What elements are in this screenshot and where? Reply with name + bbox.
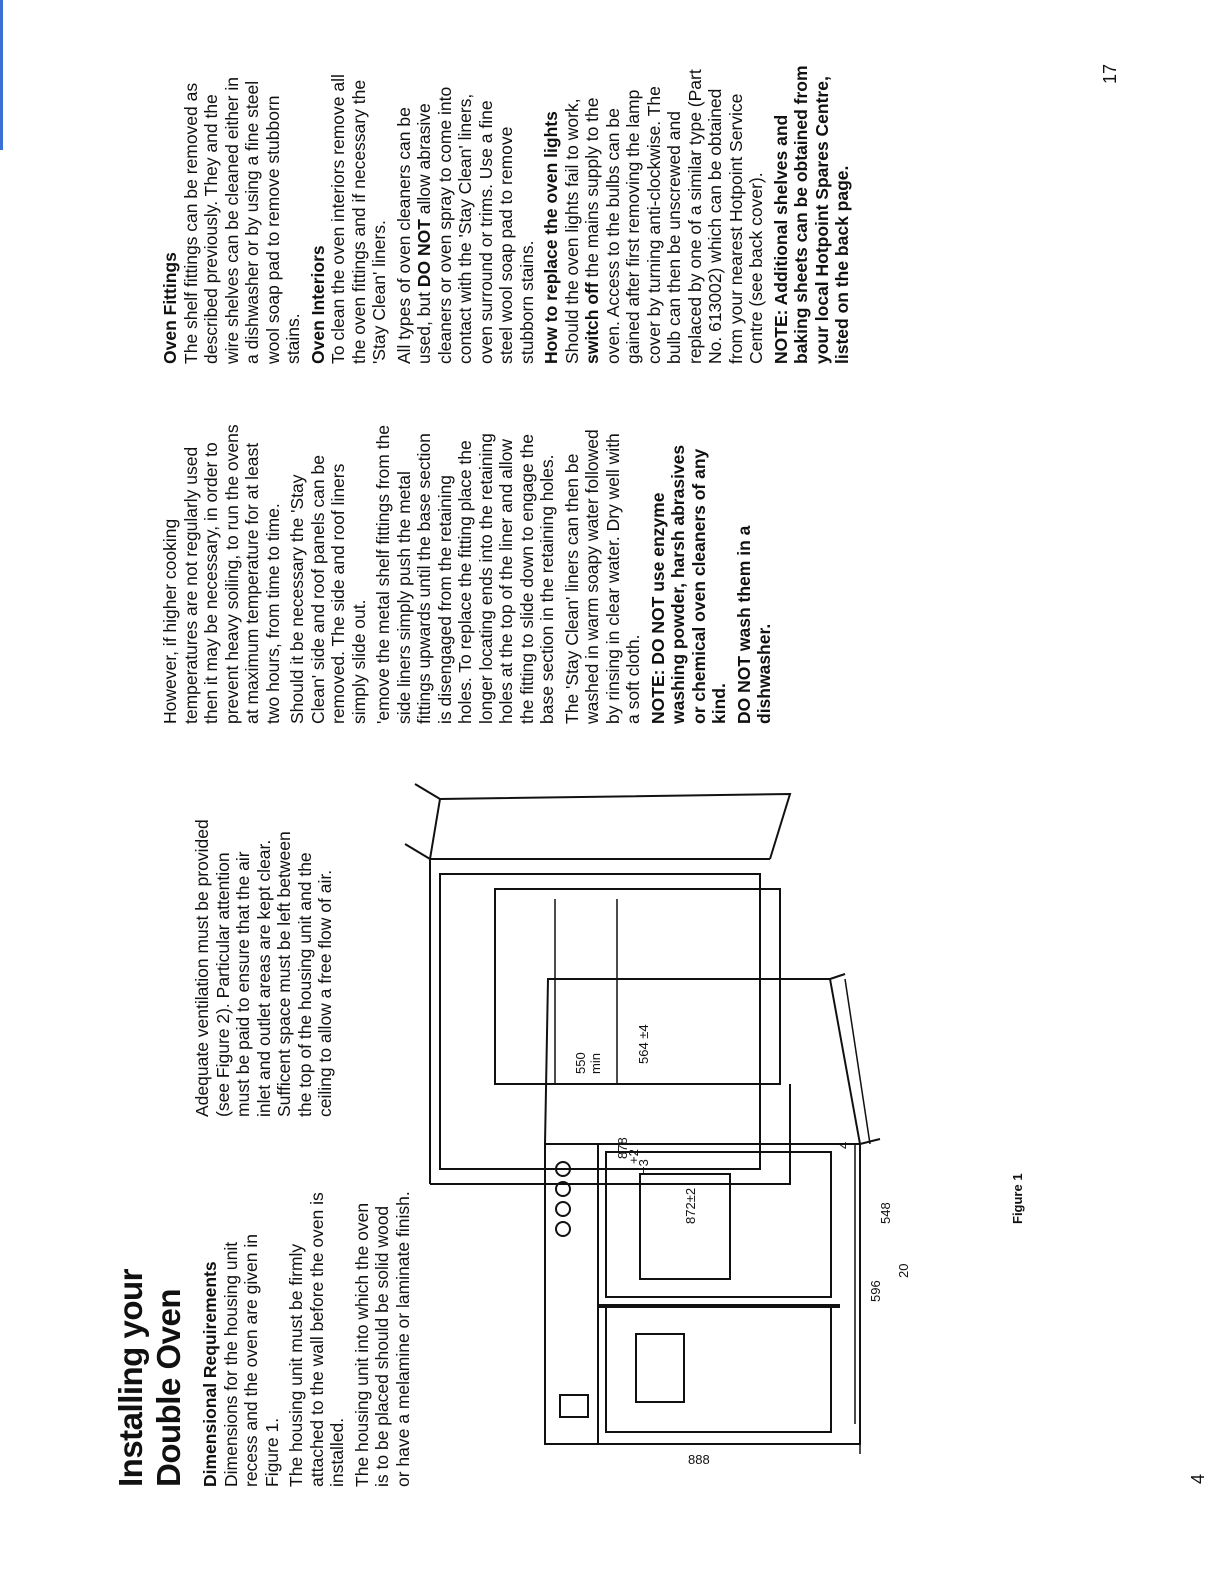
dimensional-heading: Dimensional Requirements [200, 1261, 220, 1487]
page-number-left: 4 [1188, 1473, 1208, 1484]
knob-2 [556, 1202, 570, 1216]
dim-548: 548 [878, 1202, 893, 1224]
dim-4: 4 [836, 1141, 851, 1149]
spares-note: NOTE: Additional shelves and baking sheets can be obtained from your local Hotpoint Spares Centre, listed on the back page. [770, 65, 852, 364]
dim-550-min: min [588, 1053, 603, 1074]
cleaning-note-dishwasher: DO NOT wash them in a dishwasher. [733, 525, 774, 724]
oven-interiors-text-1: To clean the oven interiors remove all the oven fittings and if necessary the 'Stay Clean' liners. [328, 74, 389, 364]
oven-interiors-text-2: All types of oven cleaners can be used, but DO NOT allow abrasive cleaners or oven spray to come into contact with the 'Stay Clean' liners, oven surround or trims. Use a fine steel wool soap pad to remove stubborn stains. [393, 86, 537, 364]
dim-596: 596 [868, 1280, 883, 1302]
oven-front-outline [545, 1141, 860, 1444]
install-paragraph-2: The housing unit must be firmly attached to the wall before the oven is installed. [286, 1192, 347, 1487]
cleaning-note: NOTE: DO NOT use enzyme washing powder, harsh abrasives or chemical oven cleaners of any kind. [647, 444, 729, 724]
housing-front [440, 874, 760, 1169]
oven-fittings-text: The shelf fittings can be removed as described previously. They and the wire shelves can be cleaned either in a dishwasher or by using a fine steel wool soap pad to remove stubborn stains. [180, 77, 303, 364]
knob-1 [556, 1222, 570, 1236]
dim-878-minus: −3 [636, 1159, 651, 1174]
page-number-right: 17 [1100, 63, 1120, 84]
left-window [636, 1334, 684, 1402]
install-paragraph-1: Dimensions for the housing unit recess and the oven are given in Figure 1. [220, 1234, 282, 1487]
clock-display [560, 1395, 588, 1417]
cleaning-paragraph-3: 'emove the metal shelf fittings from the side liners simply push the metal fittings upwards until the base section is disengaged from the retaining holes. To replace the fitting place the longer locating ends into the retaining holes at the top of the liner and allow the fitting to slide down to engage the base section in the retaining holes. [373, 424, 557, 724]
title-line-1: Installing your [112, 1268, 149, 1487]
housing-side [430, 794, 790, 859]
title-line-2: Double Oven [150, 1288, 187, 1487]
maintenance-column [160, 64, 857, 364]
cleaning-paragraph-1: However, if higher cooking temperatures are not regularly used then it may be necessary, in order to prevent heavy soiling, to run the ovens at maximum temperature for at least two hours, from time to time. [160, 424, 283, 724]
dim-20: 20 [896, 1263, 911, 1278]
install-paragraph-3: The housing unit into which the oven is to be placed should be solid wood or have a melamine or laminate finish. [351, 1191, 413, 1487]
cleaning-paragraph-2: Should it be necessary the 'Stay Clean' side and roof panels can be removed. The side and roof liners simply slide out. [287, 455, 369, 724]
dim-872: 872±2 [683, 1187, 698, 1224]
oven-lights-heading: How to replace the oven lights [541, 111, 561, 364]
ventilation-paragraph: Adequate ventilation must be provided (see Figure 2). Particular attention must be paid to ensure that the air inlet and outlet areas are kept clear. Sufficent space must be left between the top of the housing unit and the ceiling to allow a free flow of air. [192, 819, 335, 1117]
figure-caption: Figure 1 [1010, 1173, 1025, 1224]
dim-878-plus: +2 [626, 1149, 641, 1164]
oven-interiors-heading: Oven Interiors [307, 245, 328, 364]
dim-878: 878 [615, 1137, 630, 1159]
dim-550: 550 [573, 1052, 588, 1074]
dim-888: 888 [688, 1452, 710, 1467]
oven-fittings-heading: Oven Fittings [160, 252, 180, 364]
cleaning-paragraph-4: The 'Stay Clean' liners can then be washed in warm soapy water followed by rinsing in clear water. Dry well with a soft cloth. [561, 429, 643, 724]
dim-564: 564 ±4 [636, 1024, 651, 1064]
housing-top [430, 859, 770, 1184]
oven-lights-text: Should the oven lights fail to work, switch off the mains supply to the oven. Access to the bulbs can be gained after first removing the lamp cover by turning anti-clockwise. The bulb can then be unscrewed and replaced by one of a similar type (Part No. 613002) which can be obtained from your nearest Hotpoint Service Centre (see back cover). [561, 69, 766, 364]
left-oven-door [606, 1307, 831, 1432]
cleaning-column [160, 424, 779, 724]
